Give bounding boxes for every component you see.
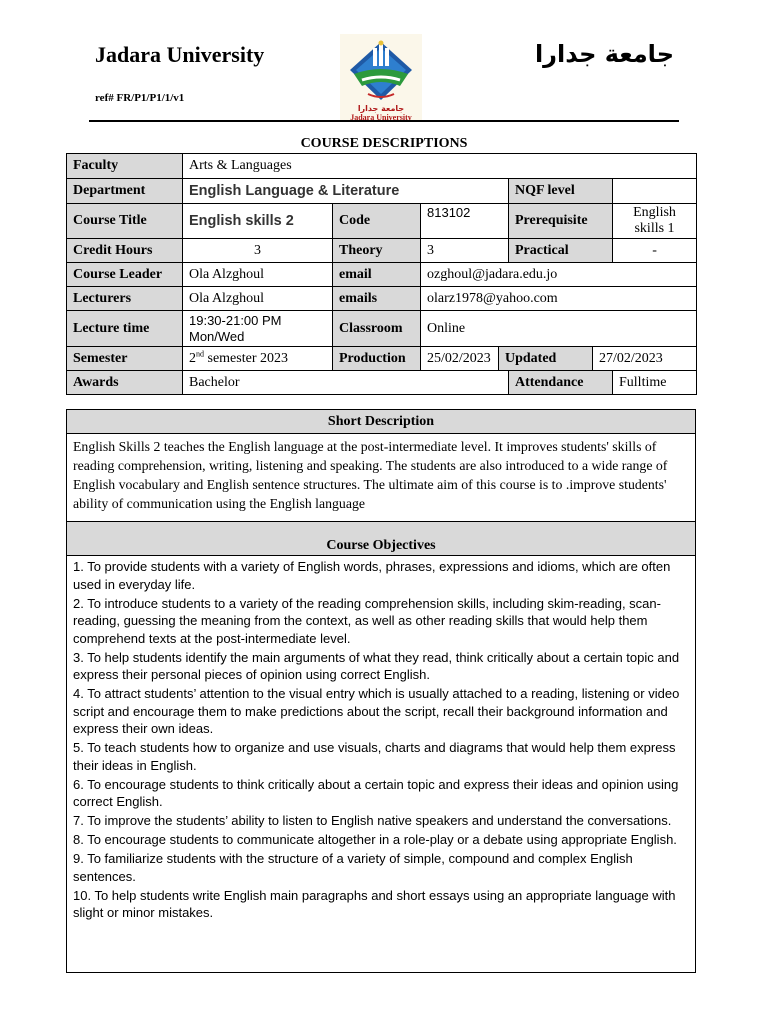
objective-item: 5. To teach students how to organize and use visuals, charts and diagrams that would help them express their ideas in English. (73, 740, 676, 773)
code-value: 813102 (421, 204, 509, 239)
faculty-label: Faculty (67, 154, 183, 179)
attendance-label: Attendance (509, 371, 613, 395)
objective-item: 1. To provide students with a variety of English words, phrases, expressions and idioms, which are often used in everyday life. (73, 559, 671, 592)
classroom-label: Classroom (333, 311, 421, 347)
row-faculty (67, 154, 697, 179)
row-course-leader (67, 263, 697, 287)
short-description-heading: Short Description (67, 410, 696, 434)
row-awards (67, 371, 697, 395)
awards-label: Awards (67, 371, 183, 395)
department-value: English Language & Literature (183, 179, 509, 204)
awards-value: Bachelor (183, 371, 509, 395)
objective-item: 6. To encourage students to think critically about a certain topic and express their ideas and opinion using correct English. (73, 776, 679, 809)
course-title-value: English skills 2 (183, 204, 333, 239)
nqf-level-value (613, 179, 697, 204)
row-credit-hours (67, 239, 697, 263)
row-objectives-heading (67, 522, 696, 556)
credit-hours-label: Credit Hours (67, 239, 183, 263)
production-label: Production (333, 347, 421, 371)
production-value: 25/02/2023 (421, 347, 499, 371)
emails-value: olarz1978@yahoo.com (421, 287, 697, 311)
lecture-time-label: Lecture time (67, 311, 183, 347)
row-course-title (67, 204, 697, 239)
email-value: ozghoul@jadara.edu.jo (421, 263, 697, 287)
course-title-label: Course Title (67, 204, 183, 239)
theory-label: Theory (333, 239, 421, 263)
classroom-value: Online (421, 311, 697, 347)
course-leader-label: Course Leader (67, 263, 183, 287)
course-info-table (66, 153, 697, 395)
short-description-text: English Skills 2 teaches the English language at the post-intermediate level. It improves students' skills of reading comprehension, writing, listening and speaking. The students are also introduced to a wide range of English vocabulary and English sentence structures. The ultimate aim of this course is to .improve students' ability of communication using the English language (67, 434, 696, 522)
logo-caption-ar: جامعة جدارا (357, 104, 405, 113)
prerequisite-label: Prerequisite (509, 204, 613, 239)
attendance-value: Fulltime (613, 371, 697, 395)
practical-label: Practical (509, 239, 613, 263)
objectives-heading: Course Objectives (67, 522, 696, 556)
semester-ordinal: nd (196, 348, 204, 358)
row-short-description (67, 434, 696, 522)
semester-number: 2 (189, 350, 196, 366)
faculty-value: Arts & Languages (183, 154, 697, 179)
course-leader-value: Ola Alzghoul (183, 263, 333, 287)
updated-label: Updated (499, 347, 593, 371)
objective-item: 10. To help students write English main paragraphs and short essays using an appropriate language with slight or minor mistakes. (73, 887, 676, 920)
nqf-level-label: NQF level (509, 179, 613, 204)
row-department (67, 179, 697, 204)
lecture-time-hours: 19:30-21:00 PM (189, 312, 282, 328)
description-objectives-table (66, 409, 696, 973)
lecturers-label: Lecturers (67, 287, 183, 311)
objective-item: 4. To attract students’ attention to the visual entry which is usually attached to a reading, listening or video script and encourage them to make predictions about the script, recall their background information and express their own ideas. (73, 686, 680, 736)
objective-item: 7. To improve the students’ ability to listen to English native speakers and understand the conversations. (73, 813, 672, 828)
lecture-time-days: Mon/Wed (189, 328, 245, 344)
lecture-time-value (183, 311, 333, 347)
row-lecture-time (67, 311, 697, 347)
semester-value (183, 347, 333, 371)
emails-label: emails (333, 287, 421, 311)
university-name-en: Jadara University (95, 42, 265, 67)
objective-item: 9. To familiarize students with the structure of a variety of simple, compound and complex English sentences. (73, 851, 633, 884)
code-label: Code (333, 204, 421, 239)
lecturers-value: Ola Alzghoul (183, 287, 333, 311)
objectives-list (67, 556, 696, 973)
updated-value: 27/02/2023 (593, 347, 697, 371)
practical-value: - (613, 239, 697, 263)
logo-caption-en: Jadara University (350, 113, 412, 122)
objective-item: 8. To encourage students to communicate altogether in a role-play or a debate using appropriate English. (73, 832, 677, 847)
reference-number: ref# FR/P1/P1/1/v1 (95, 92, 185, 104)
objective-item: 3. To help students identify the main arguments of what they read, think critically about a certain topic and express their personal pieces of opinion using correct English. (73, 649, 680, 682)
row-short-description-heading (67, 410, 696, 434)
header-divider (89, 120, 679, 122)
university-name-ar: جامعة جدارا (534, 40, 674, 68)
prerequisite-value: English skills 1 (613, 204, 697, 239)
objective-item: 2. To introduce students to a variety of the reading comprehension skills, including skim-reading, scan-reading, guessing the meaning from the context, as well as other reading skills that would help them comprehend texts at the post-intermediate level. (73, 595, 661, 646)
semester-text: semester 2023 (207, 350, 288, 366)
department-label: Department (67, 179, 183, 204)
credit-hours-value: 3 (183, 239, 333, 263)
row-lecturers (67, 287, 697, 311)
row-semester (67, 347, 697, 371)
theory-value: 3 (421, 239, 509, 263)
email-label: email (333, 263, 421, 287)
semester-label: Semester (67, 347, 183, 371)
row-objectives (67, 556, 696, 973)
document-title: COURSE DESCRIPTIONS (300, 136, 468, 151)
